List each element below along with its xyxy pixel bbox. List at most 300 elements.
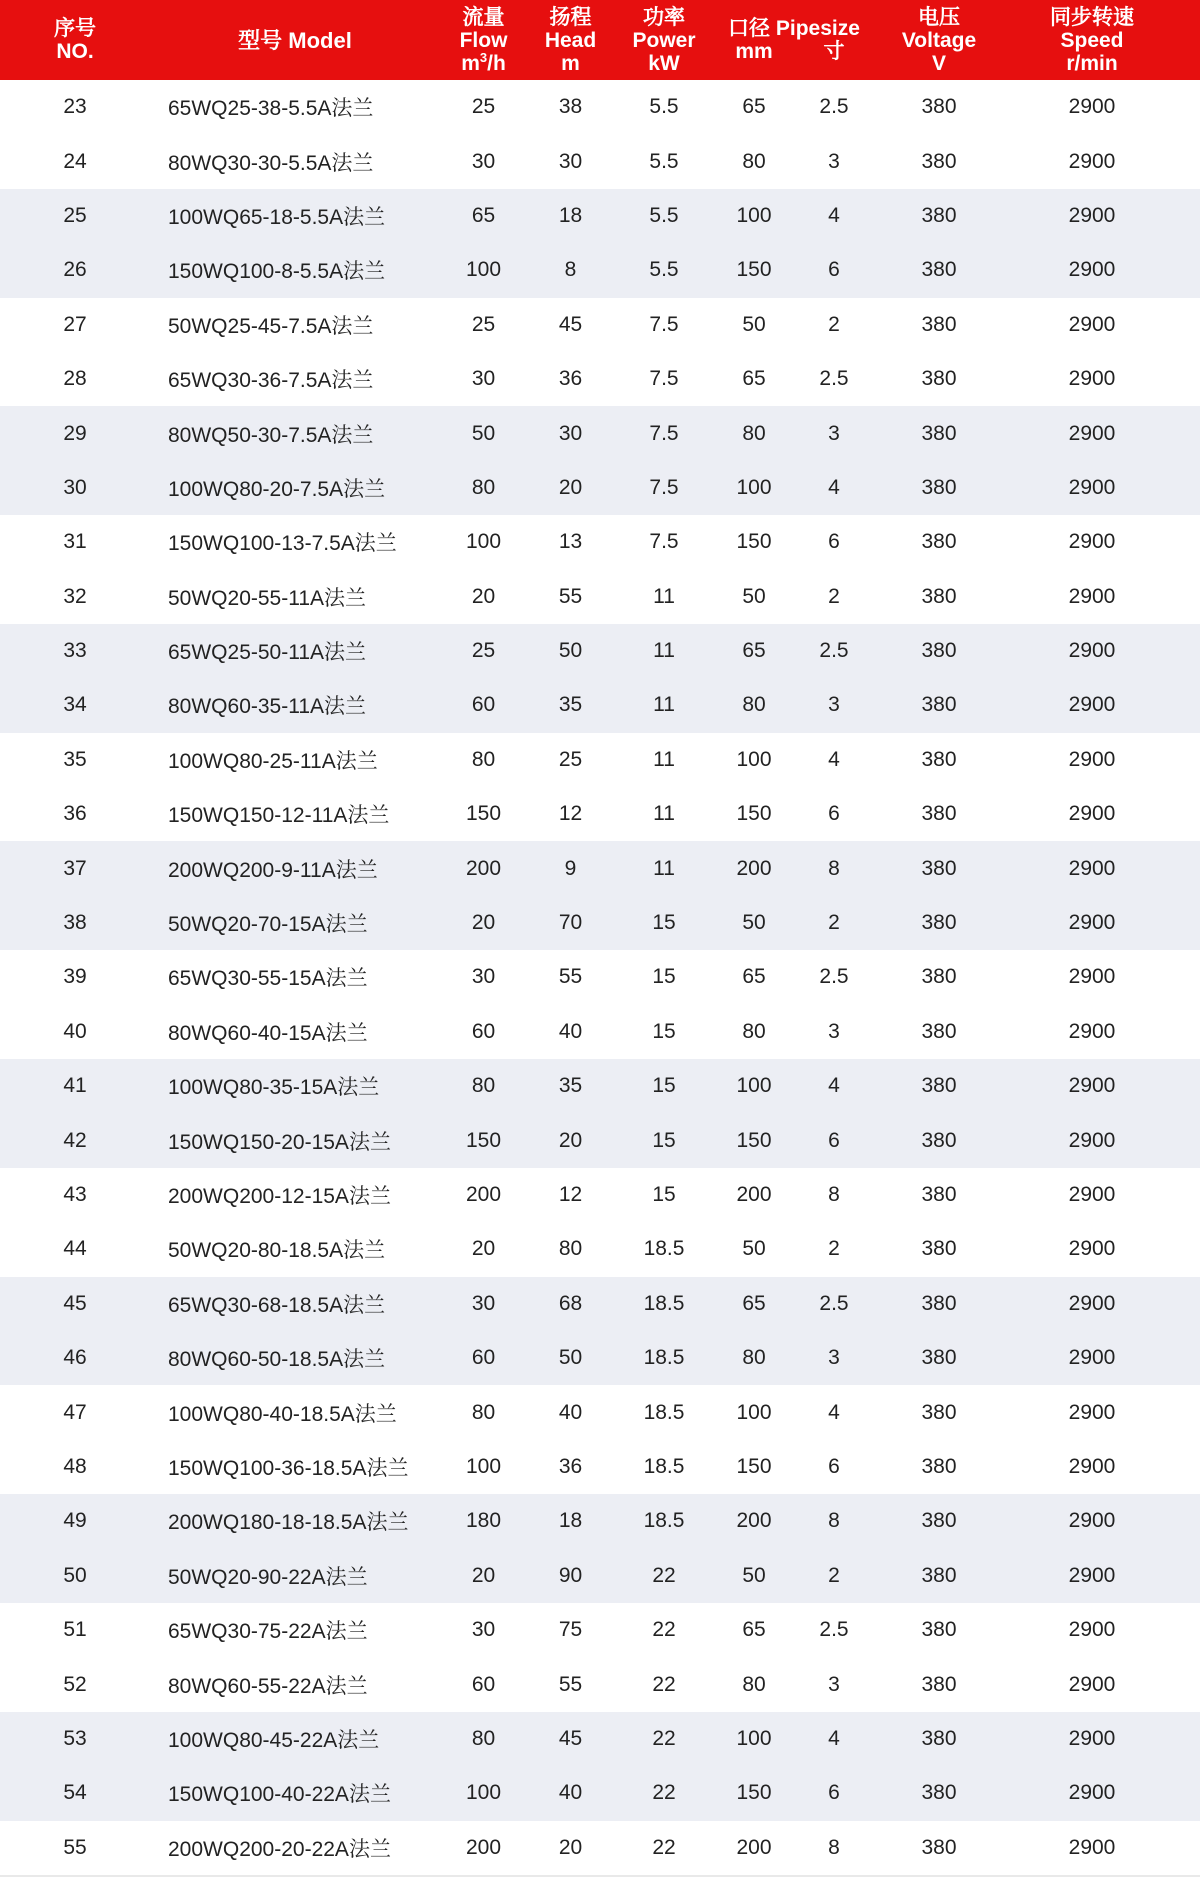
cell-power: 7.5	[649, 530, 679, 554]
header-power: 功率 Power kW	[632, 5, 696, 75]
cell-power: 15	[652, 911, 676, 935]
cell-power: 18.5	[643, 1346, 685, 1370]
cell-pipe-mm: 100	[736, 1726, 772, 1750]
cell-model: 65WQ25-38-5.5A法兰	[168, 97, 374, 121]
table-row	[0, 406, 1200, 460]
cell-no: 52	[63, 1672, 87, 1696]
cell-pipe-mm: 200	[736, 1183, 772, 1206]
cell-voltage: 380	[921, 747, 957, 771]
cell-no: 23	[63, 95, 87, 119]
cell-voltage: 380	[921, 367, 957, 391]
cell-speed: 2900	[1068, 1183, 1116, 1206]
table-row	[0, 1385, 1200, 1439]
cell-speed: 2900	[1068, 1781, 1116, 1805]
cell-pipe-inch: 3	[828, 1346, 840, 1370]
cell-head: 40	[558, 1781, 583, 1805]
cell-no: 31	[63, 530, 87, 554]
cell-power: 15	[652, 1183, 676, 1206]
cell-head: 8	[564, 258, 577, 282]
cell-voltage: 380	[921, 1183, 957, 1206]
cell-model: 100WQ80-25-11A法兰	[168, 749, 378, 773]
cell-voltage: 380	[921, 149, 957, 173]
cell-no: 36	[63, 802, 87, 826]
cell-voltage: 380	[921, 693, 957, 717]
cell-head: 12	[558, 1183, 583, 1206]
table-row	[0, 1603, 1200, 1657]
cell-no: 49	[63, 1509, 87, 1533]
cell-pipe-mm: 80	[742, 1672, 766, 1696]
table-row	[0, 134, 1200, 188]
cell-flow: 60	[471, 1019, 496, 1043]
cell-head: 20	[558, 475, 583, 499]
cell-no: 54	[63, 1781, 87, 1805]
cell-voltage: 380	[921, 1019, 957, 1043]
table-row	[0, 352, 1200, 406]
cell-speed: 2900	[1068, 1454, 1116, 1478]
cell-pipe-inch: 2	[828, 1237, 840, 1261]
cell-voltage: 380	[921, 1509, 957, 1533]
cell-pipe-inch: 8	[828, 1509, 840, 1533]
cell-flow: 30	[471, 367, 496, 391]
cell-flow: 20	[471, 1237, 496, 1261]
cell-voltage: 380	[921, 1726, 957, 1750]
cell-power: 22	[652, 1835, 676, 1859]
cell-power: 7.5	[649, 312, 679, 336]
cell-flow: 50	[471, 421, 496, 445]
cell-head: 18	[558, 1509, 583, 1533]
cell-model: 200WQ200-9-11A法兰	[168, 858, 378, 882]
cell-head: 13	[558, 530, 583, 554]
cell-power: 18.5	[643, 1400, 685, 1424]
cell-flow: 100	[465, 1454, 502, 1478]
cell-voltage: 380	[921, 802, 957, 826]
cell-pipe-inch: 6	[828, 1454, 840, 1478]
cell-power: 22	[652, 1563, 676, 1587]
cell-flow: 180	[465, 1509, 502, 1533]
cell-pipe-mm: 150	[736, 802, 772, 826]
cell-voltage: 380	[921, 312, 957, 336]
cell-speed: 2900	[1068, 1346, 1116, 1370]
cell-power: 22	[652, 1781, 676, 1805]
cell-model: 65WQ25-50-11A法兰	[168, 641, 367, 665]
cell-model: 80WQ60-40-15A法兰	[168, 1021, 368, 1045]
cell-flow: 30	[471, 1291, 496, 1315]
cell-power: 15	[652, 1128, 676, 1152]
cell-pipe-mm: 200	[736, 1835, 772, 1859]
cell-no: 34	[63, 693, 87, 717]
cell-model: 100WQ80-35-15A法兰	[168, 1076, 380, 1100]
table-row	[0, 1766, 1200, 1820]
table-row	[0, 1222, 1200, 1276]
table-row	[0, 570, 1200, 624]
cell-model: 100WQ80-20-7.5A法兰	[168, 477, 386, 501]
cell-model: 100WQ80-45-22A法兰	[168, 1728, 380, 1752]
cell-power: 11	[653, 856, 675, 880]
cell-model: 50WQ20-80-18.5A法兰	[168, 1239, 386, 1263]
cell-power: 5.5	[649, 95, 679, 119]
cell-pipe-mm: 65	[742, 1291, 766, 1315]
table-row	[0, 1331, 1200, 1385]
cell-voltage: 380	[921, 639, 957, 663]
header-flow: 流量 Flow $m^3/h$	[459, 5, 508, 75]
table-row	[0, 243, 1200, 297]
cell-pipe-mm: 65	[742, 639, 766, 663]
cell-speed: 2900	[1068, 856, 1116, 880]
cell-speed: 2900	[1068, 1237, 1116, 1261]
cell-no: 47	[63, 1400, 87, 1424]
table-row	[0, 80, 1200, 134]
cell-no: 29	[63, 421, 87, 445]
cell-power: 7.5	[649, 421, 679, 445]
cell-voltage: 380	[921, 1781, 957, 1805]
cell-flow: 25	[471, 95, 496, 119]
cell-head: 9	[564, 856, 577, 880]
cell-model: 50WQ20-90-22A法兰	[168, 1565, 368, 1589]
table-row	[0, 1168, 1200, 1222]
cell-head: 20	[558, 1128, 583, 1152]
cell-model: 200WQ180-18-18.5A法兰	[168, 1511, 409, 1535]
cell-power: 11	[653, 639, 675, 663]
cell-pipe-inch: 2.5	[819, 1291, 849, 1315]
cell-voltage: 380	[921, 1074, 957, 1098]
cell-pipe-inch: 6	[828, 530, 840, 554]
cell-head: 80	[558, 1237, 583, 1261]
cell-head: 30	[558, 421, 583, 445]
table-row	[0, 461, 1200, 515]
cell-head: 30	[558, 149, 583, 173]
cell-head: 68	[558, 1291, 583, 1315]
cell-head: 40	[558, 1019, 583, 1043]
cell-power: 5.5	[649, 149, 679, 173]
cell-pipe-inch: 6	[828, 802, 840, 826]
cell-speed: 2900	[1068, 1726, 1116, 1750]
cell-flow: 150	[465, 1128, 502, 1152]
cell-pipe-mm: 200	[736, 856, 772, 880]
cell-voltage: 380	[921, 258, 957, 282]
cell-speed: 2900	[1068, 149, 1116, 173]
cell-no: 43	[63, 1183, 87, 1206]
cell-flow: 60	[471, 1346, 496, 1370]
cell-flow: 20	[471, 1563, 496, 1587]
cell-model: 65WQ30-75-22A法兰	[168, 1620, 368, 1644]
cell-power: 18.5	[643, 1291, 685, 1315]
cell-no: 46	[63, 1346, 87, 1370]
cell-flow: 100	[465, 258, 502, 282]
cell-pipe-mm: 80	[742, 149, 766, 173]
cell-model: 80WQ60-35-11A法兰	[168, 695, 367, 719]
header-pipesize: 口径 Pipesize mm 寸	[728, 17, 860, 63]
cell-pipe-inch: 8	[828, 1183, 840, 1206]
cell-pipe-mm: 100	[736, 203, 772, 227]
cell-head: 55	[558, 1672, 583, 1696]
cell-model: 50WQ25-45-7.5A法兰	[168, 314, 374, 338]
cell-no: 55	[63, 1835, 87, 1859]
cell-pipe-inch: 3	[828, 421, 840, 445]
table-row	[0, 1821, 1200, 1875]
table-row	[0, 841, 1200, 895]
cell-model: 65WQ30-36-7.5A法兰	[168, 369, 374, 393]
cell-model: 100WQ80-40-18.5A法兰	[168, 1402, 397, 1426]
table-row	[0, 515, 1200, 569]
cell-head: 38	[558, 95, 583, 119]
cell-pipe-inch: 2.5	[819, 95, 849, 119]
cell-no: 37	[63, 856, 87, 880]
cell-no: 26	[63, 258, 87, 282]
cell-voltage: 380	[921, 1128, 957, 1152]
cell-model: 150WQ150-20-15A法兰	[168, 1130, 391, 1154]
cell-head: 36	[558, 1454, 583, 1478]
cell-flow: 30	[471, 149, 496, 173]
cell-flow: 100	[465, 1781, 502, 1805]
table-row	[0, 624, 1200, 678]
cell-speed: 2900	[1068, 421, 1116, 445]
cell-flow: 200	[465, 1183, 502, 1206]
cell-no: 41	[63, 1074, 87, 1098]
cell-pipe-inch: 4	[828, 203, 840, 227]
cell-power: 22	[652, 1726, 676, 1750]
cell-no: 48	[63, 1454, 87, 1478]
cell-head: 18	[558, 203, 583, 227]
cell-pipe-mm: 65	[742, 1618, 766, 1642]
cell-speed: 2900	[1068, 367, 1116, 391]
cell-head: 25	[558, 747, 583, 771]
cell-model: 65WQ30-68-18.5A法兰	[168, 1293, 386, 1317]
cell-model: 50WQ20-55-11A法兰	[168, 586, 367, 610]
cell-flow: 100	[465, 530, 502, 554]
cell-head: 75	[558, 1618, 583, 1642]
cell-pipe-inch: 6	[828, 1128, 840, 1152]
cell-head: 40	[558, 1400, 583, 1424]
cell-pipe-mm: 100	[736, 747, 772, 771]
cell-speed: 2900	[1068, 1563, 1116, 1587]
cell-model: 80WQ60-55-22A法兰	[168, 1674, 368, 1698]
cell-model: 80WQ50-30-7.5A法兰	[168, 423, 374, 447]
cell-model: 150WQ100-40-22A法兰	[168, 1783, 391, 1807]
cell-flow: 65	[471, 203, 496, 227]
header-no: 序号 NO.	[54, 17, 96, 63]
table-row	[0, 1113, 1200, 1167]
cell-pipe-inch: 8	[828, 856, 840, 880]
cell-speed: 2900	[1068, 95, 1116, 119]
table-row	[0, 733, 1200, 787]
cell-power: 22	[652, 1672, 676, 1696]
cell-flow: 200	[465, 856, 502, 880]
cell-flow: 200	[465, 1835, 502, 1859]
cell-flow: 20	[471, 584, 496, 608]
cell-flow: 80	[471, 475, 496, 499]
cell-head: 35	[558, 1074, 583, 1098]
cell-head: 20	[558, 1835, 583, 1859]
cell-no: 53	[63, 1726, 87, 1750]
cell-speed: 2900	[1068, 1074, 1116, 1098]
cell-pipe-inch: 4	[828, 1726, 840, 1750]
cell-pipe-inch: 4	[828, 1400, 840, 1424]
table-row	[0, 1657, 1200, 1711]
cell-head: 45	[558, 1726, 583, 1750]
cell-pipe-inch: 2.5	[819, 367, 849, 391]
cell-voltage: 380	[921, 1835, 957, 1859]
cell-power: 15	[652, 1074, 676, 1098]
cell-speed: 2900	[1068, 911, 1116, 935]
cell-pipe-inch: 3	[828, 149, 840, 173]
cell-pipe-mm: 150	[736, 1128, 772, 1152]
header-voltage: 电压 Voltage V	[901, 5, 977, 75]
cell-speed: 2900	[1068, 1019, 1116, 1043]
cell-speed: 2900	[1068, 747, 1116, 771]
table-row	[0, 1005, 1200, 1059]
cell-power: 11	[653, 747, 675, 771]
table-header	[0, 0, 1200, 80]
cell-flow: 60	[471, 693, 496, 717]
cell-pipe-inch: 8	[828, 1835, 840, 1859]
cell-head: 35	[558, 693, 583, 717]
cell-power: 7.5	[649, 475, 679, 499]
cell-speed: 2900	[1068, 1509, 1116, 1533]
cell-power: 15	[652, 1019, 676, 1043]
table-row	[0, 1440, 1200, 1494]
cell-flow: 25	[471, 312, 496, 336]
cell-pipe-mm: 150	[736, 258, 772, 282]
cell-pipe-inch: 2	[828, 1563, 840, 1587]
cell-no: 30	[63, 475, 87, 499]
cell-pipe-mm: 50	[742, 312, 766, 336]
cell-speed: 2900	[1068, 1618, 1116, 1642]
table-row	[0, 787, 1200, 841]
cell-voltage: 380	[921, 530, 957, 554]
cell-speed: 2900	[1068, 639, 1116, 663]
cell-flow: 80	[471, 747, 496, 771]
cell-power: 5.5	[649, 258, 679, 282]
cell-model: 80WQ60-50-18.5A法兰	[168, 1348, 386, 1372]
cell-speed: 2900	[1068, 203, 1116, 227]
cell-model: 65WQ30-55-15A法兰	[168, 967, 368, 991]
cell-pipe-mm: 80	[742, 1346, 766, 1370]
cell-model: 50WQ20-70-15A法兰	[168, 913, 368, 937]
table-row	[0, 1277, 1200, 1331]
cell-no: 27	[63, 312, 87, 336]
cell-pipe-mm: 150	[736, 1781, 772, 1805]
cell-flow: 150	[465, 802, 502, 826]
cell-flow: 20	[471, 911, 496, 935]
cell-pipe-mm: 50	[742, 1237, 766, 1261]
cell-model: 150WQ150-12-11A法兰	[168, 804, 390, 828]
cell-pipe-mm: 150	[736, 530, 772, 554]
cell-speed: 2900	[1068, 1400, 1116, 1424]
cell-voltage: 380	[921, 203, 957, 227]
table-row	[0, 678, 1200, 732]
table-row	[0, 1059, 1200, 1113]
cell-voltage: 380	[921, 1563, 957, 1587]
cell-pipe-mm: 65	[742, 367, 766, 391]
cell-no: 50	[63, 1563, 87, 1587]
cell-speed: 2900	[1068, 312, 1116, 336]
cell-flow: 80	[471, 1726, 496, 1750]
cell-pipe-mm: 50	[742, 911, 766, 935]
cell-speed: 2900	[1068, 530, 1116, 554]
cell-pipe-inch: 6	[828, 258, 840, 282]
cell-pipe-mm: 100	[736, 475, 772, 499]
cell-head: 90	[558, 1563, 583, 1587]
cell-no: 38	[63, 911, 87, 935]
cell-pipe-inch: 2.5	[819, 639, 849, 663]
cell-speed: 2900	[1068, 693, 1116, 717]
cell-no: 24	[63, 149, 87, 173]
cell-speed: 2900	[1068, 475, 1116, 499]
cell-pipe-inch: 3	[828, 1019, 840, 1043]
cell-pipe-mm: 80	[742, 421, 766, 445]
cell-power: 15	[652, 965, 676, 989]
cell-flow: 80	[471, 1400, 496, 1424]
cell-head: 50	[558, 639, 583, 663]
cell-voltage: 380	[921, 965, 957, 989]
cell-pipe-mm: 50	[742, 584, 766, 608]
cell-pipe-inch: 3	[828, 1672, 840, 1696]
cell-speed: 2900	[1068, 1291, 1116, 1315]
cell-model: 200WQ200-20-22A法兰	[168, 1837, 391, 1861]
cell-power: 11	[653, 802, 675, 826]
cell-speed: 2900	[1068, 1672, 1116, 1696]
cell-voltage: 380	[921, 1618, 957, 1642]
table-row	[0, 896, 1200, 950]
cell-voltage: 380	[921, 95, 957, 119]
cell-pipe-mm: 200	[736, 1509, 772, 1533]
cell-flow: 30	[471, 1618, 496, 1642]
flow-unit: $m^3/h$	[461, 49, 506, 75]
cell-speed: 2900	[1068, 1835, 1116, 1859]
cell-pipe-inch: 2	[828, 584, 840, 608]
cell-model: 200WQ200-12-15A法兰	[168, 1185, 391, 1208]
cell-no: 32	[63, 584, 87, 608]
cell-pipe-mm: 100	[736, 1074, 772, 1098]
cell-pipe-mm: 150	[736, 1454, 772, 1478]
cell-power: 18.5	[643, 1454, 685, 1478]
cell-pipe-mm: 65	[742, 965, 766, 989]
cell-head: 50	[558, 1346, 583, 1370]
cell-no: 28	[63, 367, 87, 391]
table-row	[0, 1712, 1200, 1766]
cell-pipe-inch: 6	[828, 1781, 840, 1805]
cell-no: 51	[63, 1618, 87, 1642]
cell-voltage: 380	[921, 1400, 957, 1424]
cell-no: 39	[63, 965, 87, 989]
cell-voltage: 380	[921, 856, 957, 880]
cell-model: 150WQ100-36-18.5A法兰	[168, 1456, 409, 1480]
table-row	[0, 950, 1200, 1004]
cell-pipe-mm: 80	[742, 693, 766, 717]
cell-no: 42	[63, 1128, 87, 1152]
cell-voltage: 380	[921, 1291, 957, 1315]
table-row	[0, 298, 1200, 352]
cell-head: 36	[558, 367, 583, 391]
cell-pipe-inch: 3	[828, 693, 840, 717]
cell-head: 55	[558, 965, 583, 989]
cell-head: 45	[558, 312, 583, 336]
cell-pipe-mm: 100	[736, 1400, 772, 1424]
cell-pipe-inch: 2.5	[819, 1618, 849, 1642]
cell-no: 33	[63, 639, 87, 663]
cell-no: 25	[63, 203, 87, 227]
cell-pipe-inch: 2	[828, 911, 840, 935]
header-head: 扬程 Head m	[544, 5, 597, 75]
cell-flow: 30	[471, 965, 496, 989]
cell-voltage: 380	[921, 475, 957, 499]
cell-pipe-inch: 4	[828, 747, 840, 771]
cell-voltage: 380	[921, 911, 957, 935]
cell-pipe-inch: 4	[828, 475, 840, 499]
cell-pipe-inch: 4	[828, 1074, 840, 1098]
table-bottom-divider	[0, 1875, 1200, 1877]
cell-speed: 2900	[1068, 802, 1116, 826]
